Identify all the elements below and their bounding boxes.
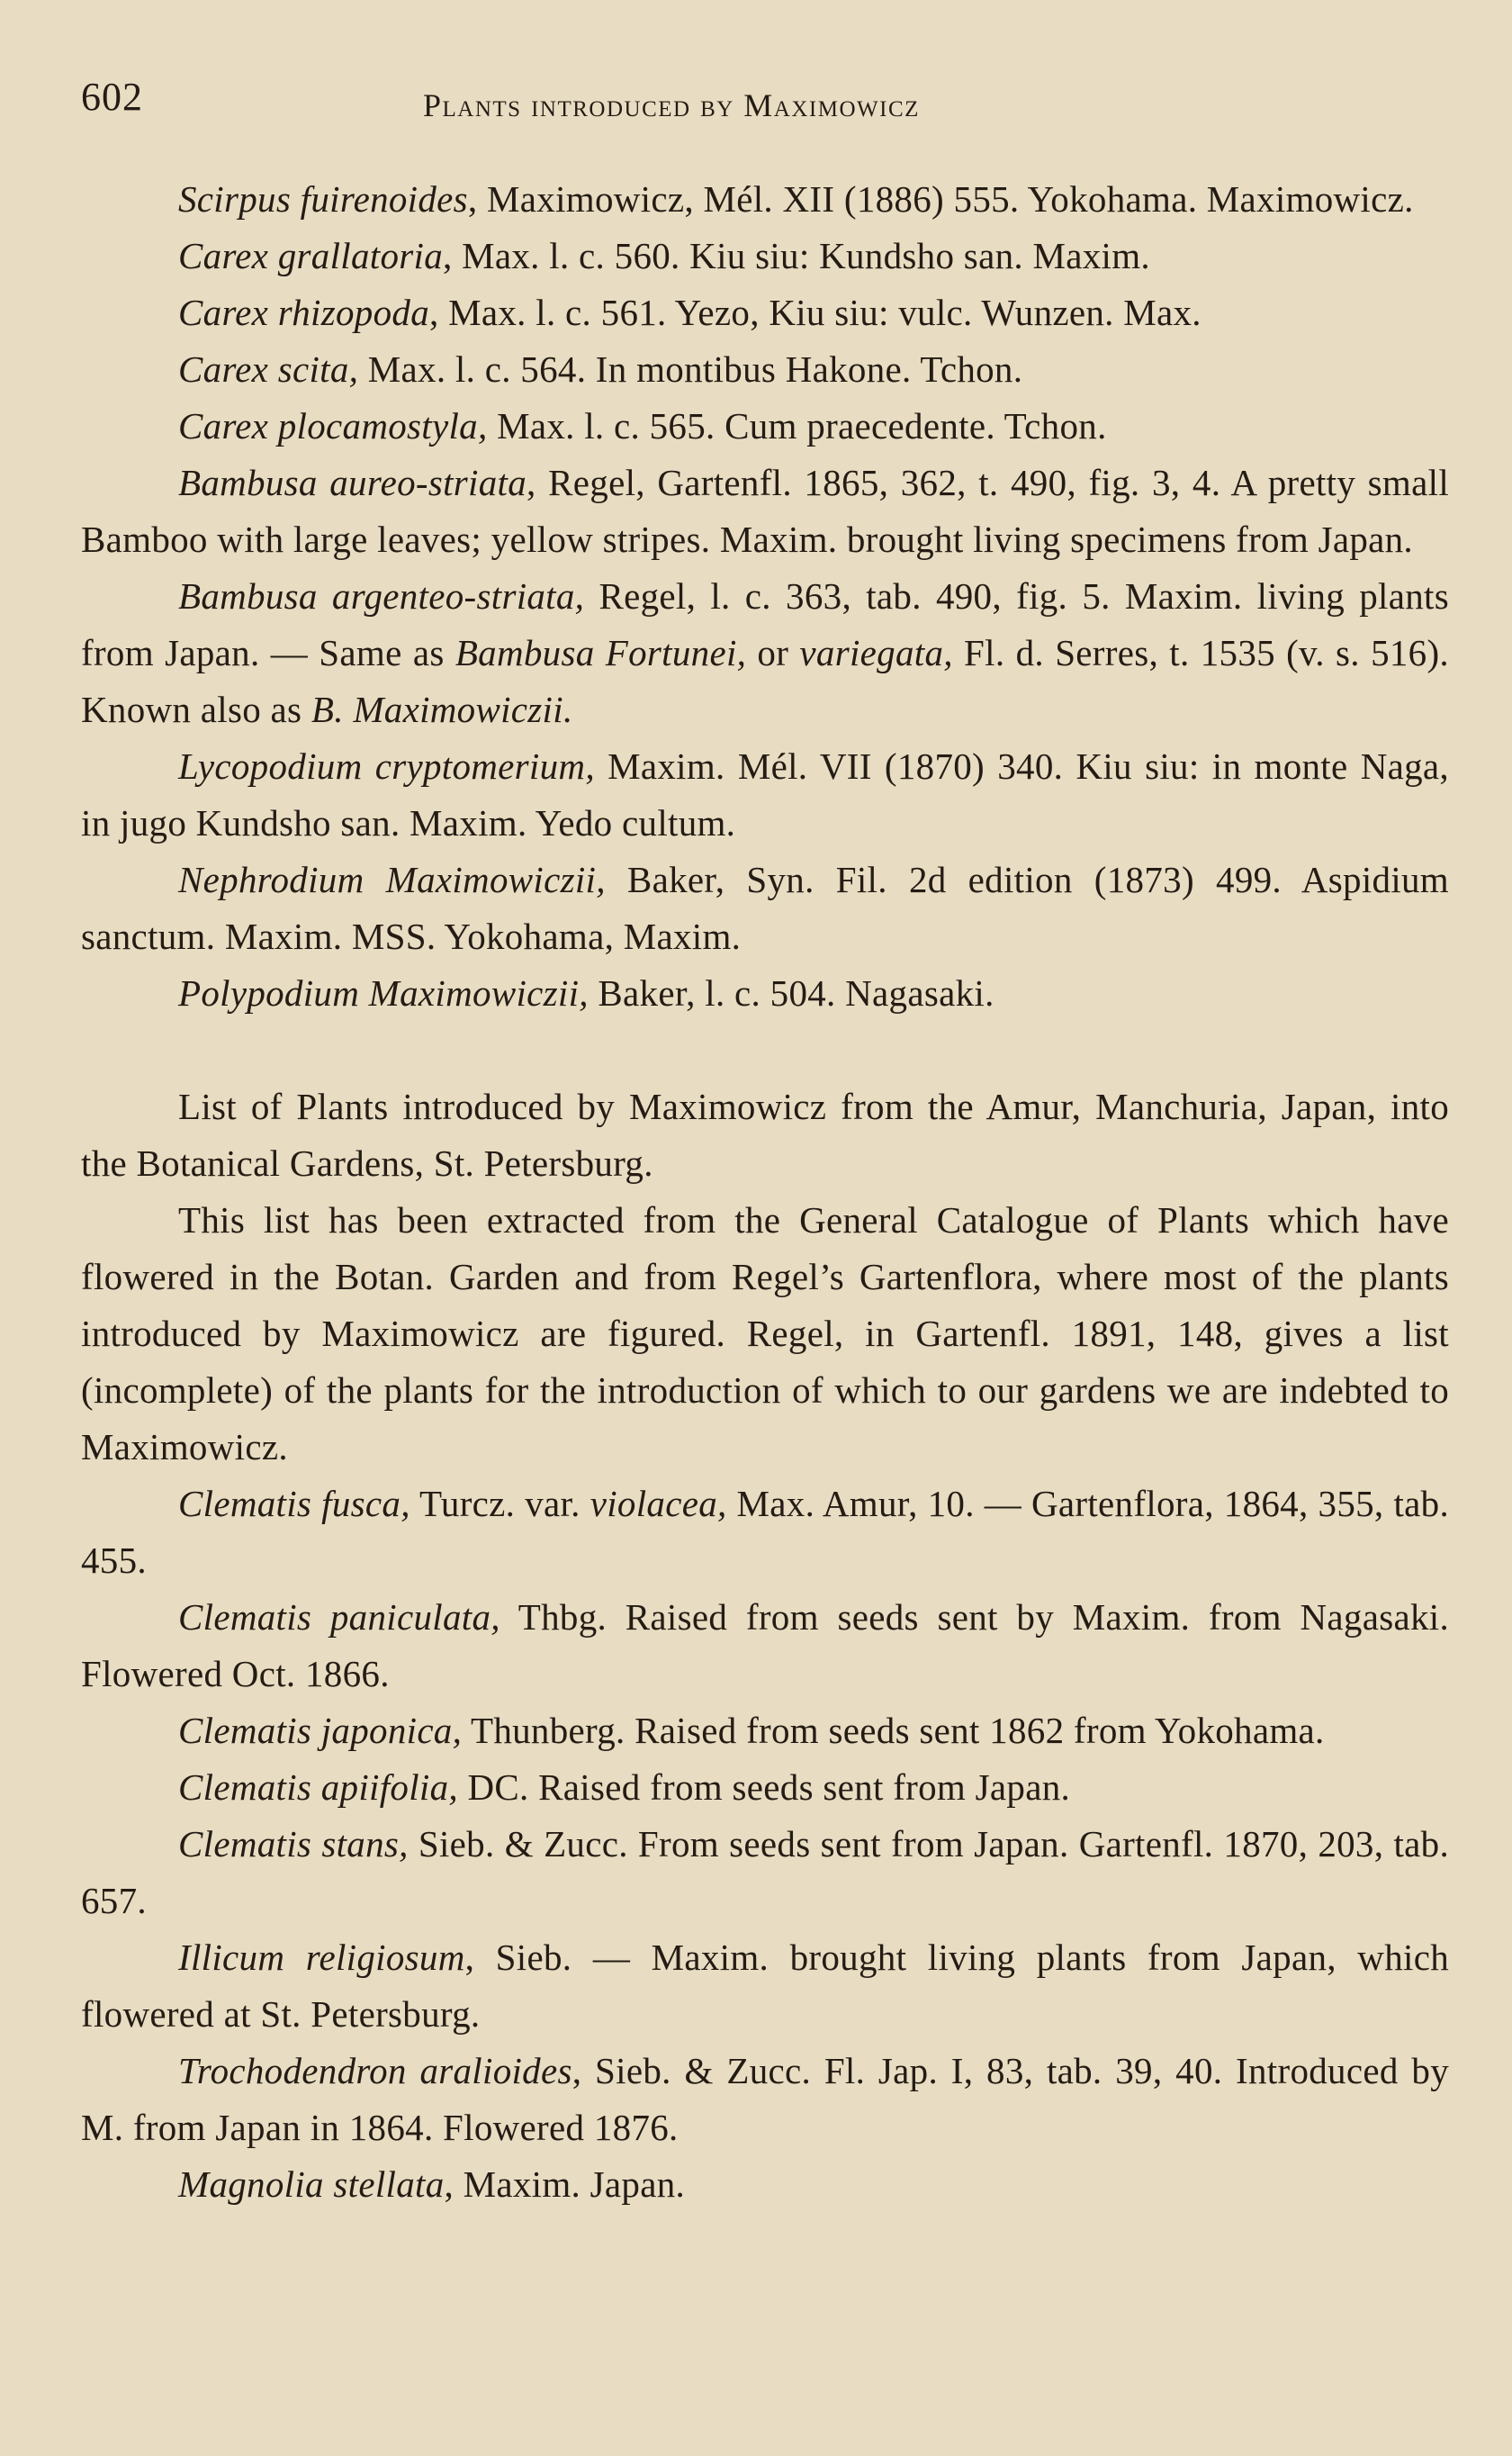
entry-text: , Max. l. c. 561. Yezo, Kiu siu: vulc. Wunzen. Max.	[429, 292, 1202, 333]
entry-text: Maxim. Mél. VII (1870) 340. Kiu siu: in monte Naga, in jugo Kundsho san. Maxim. Yedo cultum.	[81, 745, 1449, 844]
species-name: Clematis japonica,	[178, 1710, 463, 1751]
entry-magnolia	[81, 2156, 1449, 2213]
running-title: Plants introduced by Maximowicz	[423, 87, 920, 123]
species-name: Lycopodium cryptomerium,	[178, 745, 595, 787]
entry-text: , Maxim. Japan.	[444, 2163, 686, 2205]
species-name: B. Maximowiczii.	[310, 689, 573, 730]
entry-carex-plocamostyla	[81, 398, 1449, 455]
entry-polypodium	[81, 965, 1449, 1022]
species-name: Clematis stans,	[178, 1823, 409, 1865]
species-name: Carex scita,	[178, 348, 359, 390]
species-name: Clematis fusca,	[178, 1483, 410, 1524]
species-name: Clematis apiifolia,	[178, 1766, 458, 1808]
entry-clematis-apiifolia	[81, 1759, 1449, 1816]
entry-clematis-fusca	[81, 1476, 1449, 1589]
entry-lycopodium	[81, 738, 1449, 852]
species-name: Scirpus fuirenoides	[178, 178, 468, 220]
entry-text: Fl. d. Serres, t. 1535 (v. s. 516). Known also as	[81, 632, 1449, 730]
entry-text: DC. Raised from seeds sent from Japan.	[457, 1766, 1071, 1808]
species-name: Trochodendron aralioides	[178, 2050, 572, 2091]
entry-carex-grallatoria	[81, 228, 1449, 284]
entry-text: Baker, l. c. 504. Nagasaki.	[588, 972, 994, 1014]
entry-text: Thbg. Raised from seeds sent by Maxim. from Nagasaki. Flowered Oct. 1866.	[81, 1596, 1449, 1694]
section-gap	[81, 1022, 1449, 1079]
entry-bambusa-argenteo	[81, 568, 1449, 738]
entry-bambusa-aureo	[81, 455, 1449, 568]
species-name: Magnolia stellata	[178, 2163, 445, 2205]
entry-text: Sieb. & Zucc. From seeds sent from Japan. Gartenfl. 1870, 203, tab. 657.	[81, 1823, 1449, 1921]
entry-text: , Max. l. c. 560. Kiu siu: Kundsho san. Maxim.	[443, 235, 1150, 276]
species-name: Carex grallatoria	[178, 235, 444, 276]
species-name: variegata,	[799, 632, 953, 673]
species-name: Bambusa Fortunei,	[454, 632, 747, 673]
page-body	[81, 171, 1449, 2213]
entry-text: Turcz. var.	[410, 1483, 590, 1524]
entry-text: , Sieb. — Maxim. brought living plants from Japan, which flowered at St. Petersburg.	[81, 1937, 1449, 2035]
entry-text: Thunberg. Raised from seeds sent 1862 from Yokohama.	[462, 1710, 1325, 1751]
entry-illicum	[81, 1929, 1449, 2043]
species-name: Polypodium Maximowiczii,	[178, 972, 589, 1014]
entry-scirpus	[81, 171, 1449, 228]
species-name: Nephrodium Maximowiczii,	[178, 859, 606, 900]
list-heading: List of Plants introduced by Maximowicz from the Amur, Manchuria, Japan, into the Botanical Gardens, St. Petersburg.	[81, 1086, 1449, 1184]
entry-text: , Maximowicz, Mél. XII (1886) 555. Yokohama. Maximowicz.	[467, 178, 1414, 220]
entry-carex-scita	[81, 341, 1449, 398]
entry-text: Max. Amur, 10. — Gartenflora, 1864, 355, tab. 455.	[81, 1483, 1449, 1581]
page-number: 602	[81, 75, 143, 119]
entry-trochodendron	[81, 2043, 1449, 2156]
entry-text: Max. l. c. 565. Cum praecedente. Tchon.	[487, 405, 1107, 447]
intro-paragraph: This list has been extracted from the General Catalogue of Plants which have flowered in the Botan. Garden and from Regel’s Gartenflora, where most of the plants introduced by Maximowicz are figured. Regel, in Gartenfl. 1891, 148, gives a list (incomplete) of the plants for the introduction of which to our gardens we are indebted to Maximowicz.	[81, 1199, 1449, 1467]
species-name: Illicum religiosum	[178, 1937, 465, 1978]
entry-clematis-paniculata	[81, 1589, 1449, 1702]
entry-clematis-stans	[81, 1816, 1449, 1929]
page-header	[81, 74, 1449, 137]
species-name: Bambusa aureo-striata	[178, 462, 527, 503]
entry-text: , Sieb. & Zucc. Fl. Jap. I, 83, tab. 39, 40. Introduced by M. from Japan in 1864. Flowered 1876.	[81, 2050, 1449, 2148]
species-name: violacea,	[590, 1483, 727, 1524]
species-name: Bambusa argenteo-striata,	[178, 575, 585, 617]
entry-text: Baker, Syn. Fil. 2d edition (1873) 499. Aspidium sanctum. Maxim. MSS. Yokohama, Maxim.	[81, 859, 1449, 957]
entry-nephrodium	[81, 852, 1449, 965]
species-name: Clematis paniculata,	[178, 1596, 500, 1638]
entry-text: Max. l. c. 564. In montibus Hakone. Tchon.	[358, 348, 1023, 390]
entry-text: Regel, l. c. 363, tab. 490, fig. 5. Maxim. living plants from Japan. — Same as	[81, 575, 1449, 673]
entry-text: or	[746, 632, 800, 673]
species-name: Carex plocamostyla,	[178, 405, 488, 447]
entry-clematis-japonica	[81, 1702, 1449, 1759]
species-name: Carex rhizopoda	[178, 292, 429, 333]
entry-text: , Regel, Gartenfl. 1865, 362, t. 490, fig. 3, 4. A pretty small Bamboo with large leaves; yellow stripes. Maxim. brought living specimens from Japan.	[81, 462, 1450, 560]
entry-carex-rhizopoda	[81, 284, 1449, 341]
